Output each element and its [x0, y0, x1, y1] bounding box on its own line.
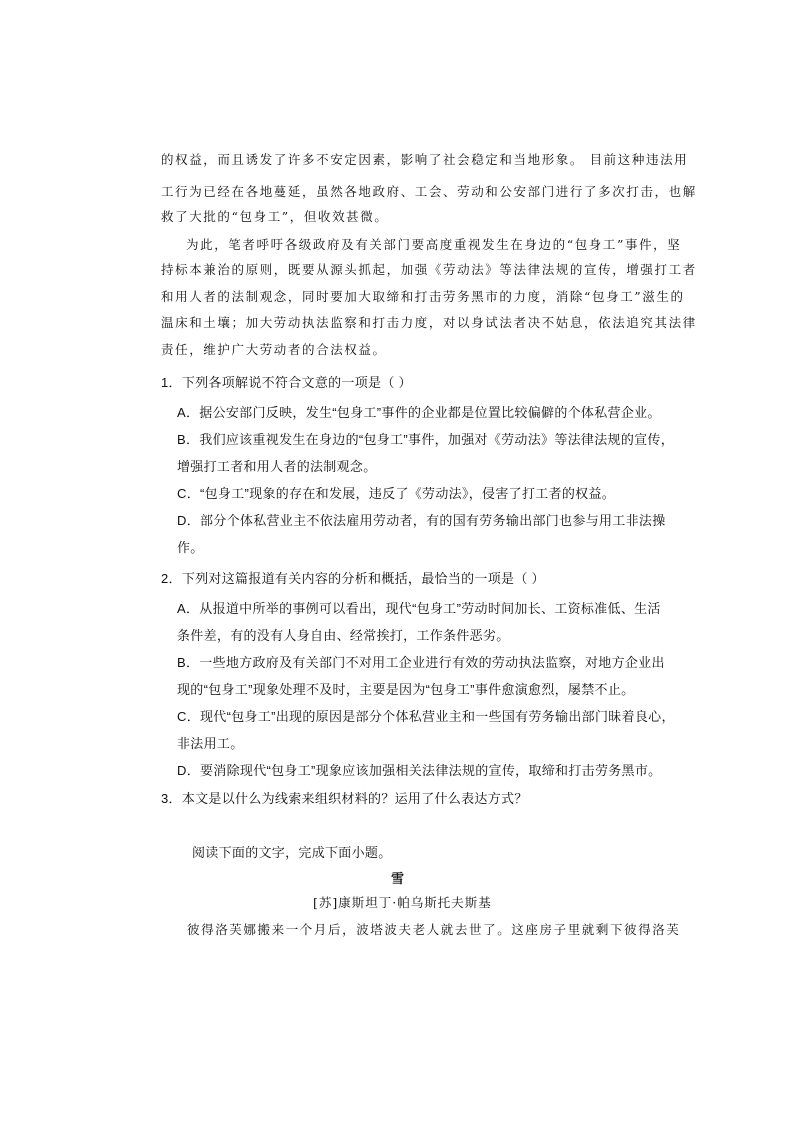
option-c: C．“包身工”现象的存在和发展，违反了《劳动法》，侵害了打工者的权益。	[177, 486, 616, 501]
passage-line: 为此，笔者呼吁各级政府及有关部门要高度重视发生在身边的“包身工”事件，坚	[186, 237, 682, 252]
option-a: A．据公安部门反映，发生“包身工”事件的企业都是位置比较偏僻的个体私营企业。	[177, 405, 661, 420]
option-c-cont: 非法用工。	[177, 736, 244, 751]
passage-line: 工行为已经在各地蔓延，虽然各地政府、工会、劳动和公安部门进行了多次打击，也解	[161, 184, 697, 199]
question-stem: 1．下列各项解说不符合文意的一项是（ ）	[161, 375, 412, 390]
option-b-cont: 增强打工者和用人者的法制观念。	[177, 459, 377, 474]
passage-line: 持标本兼治的原则，既要从源头抓起，加强《劳动法》等法律法规的宣传，增强打工者	[161, 262, 697, 277]
reading-author: [苏]康斯坦丁·帕乌斯托夫斯基	[313, 895, 492, 910]
passage-line: 责任，维护广大劳动者的合法权益。	[161, 342, 387, 357]
option-c: C．现代“包身工”出现的原因是部分个体私营业主和一些国有劳务输出部门昧着良心，	[177, 709, 675, 724]
option-d-cont: 作。	[177, 540, 204, 555]
question-stem: 2．下列对这篇报道有关内容的分析和概括，最恰当的一项是（ ）	[161, 571, 545, 586]
option-d: D．要消除现代“包身工”现象应该加强相关法律法规的宣传，取缔和打击劳务黑市。	[177, 763, 662, 778]
reading-first-line: 彼得洛芙娜搬来一个月后，波塔波夫老人就去世了。这座房子里就剩下彼得洛芙	[187, 922, 681, 937]
passage-line: 救了大批的“包身工”，但收效甚微。	[161, 209, 389, 224]
reading-instruction: 阅读下面的文字，完成下面小题。	[192, 845, 392, 860]
option-b-cont: 现的“包身工”现象处理不及时，主要是因为“包身工”事件愈演愈烈，屡禁不止。	[177, 682, 635, 697]
passage-line: 的权益，而且诱发了许多不安定因素，影响了社会稳定和当地形象。 目前这种违法用	[161, 152, 689, 167]
option-a: A．从报道中所举的事例可以看出，现代“包身工”劳动时间加长、工资标准低、生活	[177, 601, 661, 616]
passage-line: 温床和土壤；加大劳动执法监察和打击力度，对以身试法者决不姑息，依法追究其法律	[161, 315, 697, 330]
question-stem: 3．本文是以什么为线索来组织材料的？运用了什么表达方式？	[161, 791, 528, 806]
reading-title: 雪	[391, 872, 405, 887]
option-b: B．我们应该重视发生在身边的“包身工”事件，加强对《劳动法》等法律法规的宣传，	[177, 432, 675, 447]
passage-line: 和用人者的法制观念，同时要加大取缔和打击劳务黑市的力度，消除“包身工”滋生的	[161, 289, 685, 304]
option-b: B．一些地方政府及有关部门不对用工企业进行有效的劳动执法监察，对地方企业出	[177, 655, 665, 670]
option-d: D．部分个体私营业主不依法雇用劳动者，有的国有劳务输出部门也参与用工非法操	[177, 513, 666, 528]
option-a-cont: 条件差，有的没有人身自由、经常挨打，工作条件恶劣。	[177, 628, 510, 643]
